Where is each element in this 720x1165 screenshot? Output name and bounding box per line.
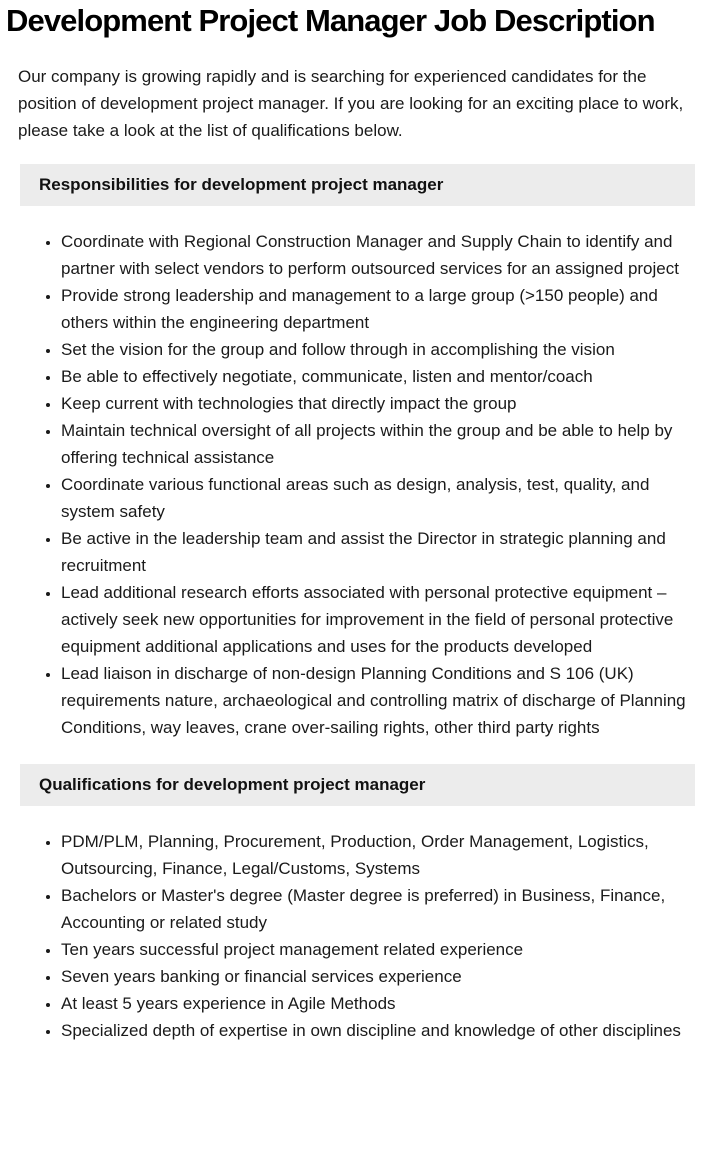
list-item: • Specialized depth of expertise in own discipline and knowledge of other disciplines [61, 1017, 691, 1044]
list-item: • Coordinate with Regional Construction Manager and Supply Chain to identify and partner with select vendors to perform outsourced services for an assigned project [61, 228, 691, 282]
list-item: • Set the vision for the group and follow through in accomplishing the vision [61, 336, 691, 363]
list-item: • Seven years banking or financial services experience [61, 963, 691, 990]
section-responsibilities [0, 164, 720, 741]
list-item: • Lead additional research efforts associated with personal protective equipment – actively seek new opportunities for improvement in the field of personal protective equipment additional applications and uses for the products developed [61, 579, 691, 660]
qualifications-list [0, 828, 720, 1044]
section-qualifications [0, 764, 720, 1044]
intro-paragraph: Our company is growing rapidly and is searching for experienced candidates for the position of development project manager. If you are looking for an exciting place to work, please take a look at the list of qualifications below. [18, 67, 684, 140]
list-item: • Ten years successful project management related experience [61, 936, 691, 963]
list-item: • Be active in the leadership team and assist the Director in strategic planning and recruitment [61, 525, 691, 579]
list-item: • Coordinate various functional areas such as design, analysis, test, quality, and system safety [61, 471, 691, 525]
section-heading-responsibilities: Responsibilities for development project manager [20, 164, 695, 206]
list-item: • Keep current with technologies that directly impact the group [61, 390, 691, 417]
responsibilities-list [0, 228, 720, 741]
list-item: • At least 5 years experience in Agile Methods [61, 990, 691, 1017]
list-item: • Lead liaison in discharge of non-design Planning Conditions and S 106 (UK) requirements nature, archaeological and controlling matrix of discharge of Planning Conditions, way leaves, crane over-sailing rights, other third party rights [61, 660, 691, 741]
list-item: • Be able to effectively negotiate, communicate, listen and mentor/coach [61, 363, 691, 390]
section-heading-qualifications: Qualifications for development project manager [20, 764, 695, 806]
page-title: Development Project Manager Job Description [6, 3, 655, 38]
list-item: • Maintain technical oversight of all projects within the group and be able to help by offering technical assistance [61, 417, 691, 471]
list-item: • Bachelors or Master's degree (Master degree is preferred) in Business, Finance, Accounting or related study [61, 882, 691, 936]
list-item: • PDM/PLM, Planning, Procurement, Production, Order Management, Logistics, Outsourcing, Finance, Legal/Customs, Systems [61, 828, 691, 882]
list-item: • Provide strong leadership and management to a large group (>150 people) and others within the engineering department [61, 282, 691, 336]
